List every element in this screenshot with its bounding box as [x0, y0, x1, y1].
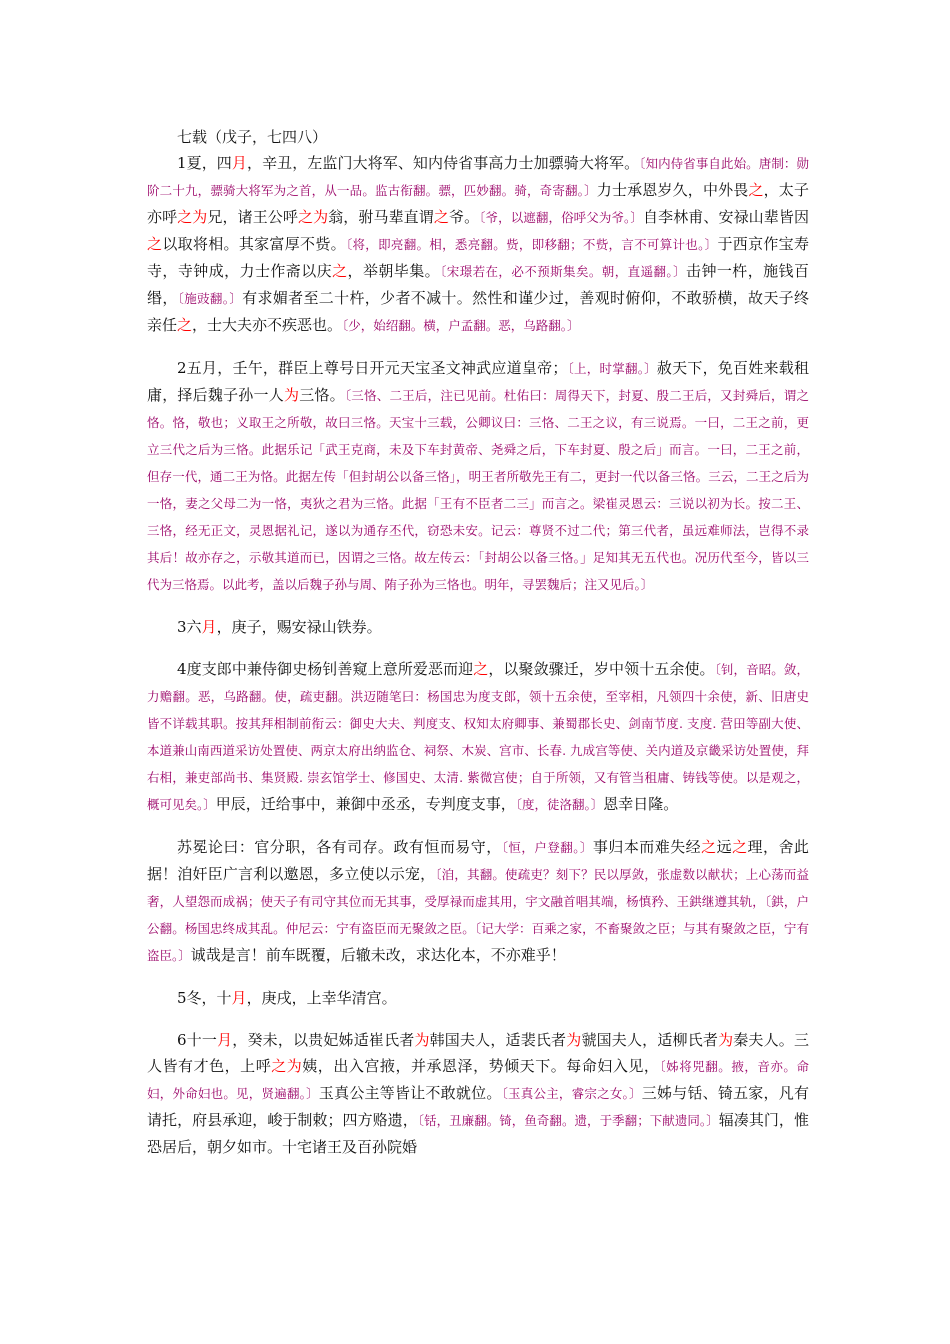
- annotation-note: 〔三恪、二王后，注已见前。杜佑曰：周得天下，封夏、殷二王后，又封舜后，谓之恪。恪，敬也；义取王之所敬，故曰三恪。天宝十三载，公卿议曰：三恪、二王之议，有三说焉。一曰，二王之前，更立三代之后为三恪。此据乐记「武王克商，未及下车封黄帝、尧舜之后，下车封夏、殷之后」而言。一曰，二王之前，但存一代，通二王为恪。此据左传「但封胡公以备三恪」，明王者所敬先王有二，更封一代以备三恪。三云，二王之后为一恪，妻之父母二为一恪，夷狄之君为三恪。此据「王有不臣者二三」而言之。梁崔灵恩云：三说以初为长。按二王、三恪，经无正文，灵恩据礼记，遂以为通存丕代，窃恐未安。记云：尊贤不过二代；第三代者，虽远难师法，岂得不录其后！故亦存之，示敬其道而已，因谓之三恪。故左传云：「封胡公以备三恪。」足知其无五代也。况历代至今，皆以三代为三恪焉。以此考，盖以后魏子孙与周、陏子孙为三恪也。明年，寻罢魏后；注又见后。〕: [147, 388, 809, 592]
- text-run: 赦天下，免百姓来载租庸，择后魏子孙一人: [147, 359, 809, 404]
- highlighted-char: 为: [718, 1031, 734, 1049]
- text-run: ，庚戌，上幸华清宫。: [246, 989, 397, 1007]
- text-run: 4度支郎中兼侍御史杨钊善窥上意所爱恶而迎: [177, 660, 474, 678]
- annotation-note: 〔将，即亮翻。相，悉亮翻。赀，即移翻；不赀，言不可算计也。〕: [345, 237, 718, 252]
- text-run: ，太子亦呼: [147, 181, 809, 226]
- text-run: ，辛丑，左监门大将军、知内侍省事高力士加骠骑大将军。: [246, 154, 640, 172]
- annotation-note: 〔宋璟若在，必不预斯集矣。朝，直遥翻。〕: [440, 264, 687, 279]
- highlighted-char: 之: [433, 208, 449, 226]
- annotation-note: 〔洎，其翻。使疏吏？刻下？民以厚敛，张虚数以献状；上心荡而益奢，人望怨而成祸；使天子有司守其位而无其事，受厚禄而虚其用，宇文融首唱其端，杨慎矜、王鉷继遵其轨，: [147, 867, 809, 909]
- text-run: 理，舍此据！洎奸臣广言利以邀恩，多立使以示宠，: [147, 838, 809, 883]
- highlighted-char: 月: [231, 154, 247, 172]
- highlighted-char: 月: [231, 989, 247, 1007]
- annotation-note: 〔知内侍省事自此始。唐制：勋阶二十九，骠骑大将军为之首，从一品。监古衔翻。骠，匹妙翻。骑，奇寄翻。〕: [147, 156, 809, 198]
- text-run: 兄，诸王公呼: [207, 208, 298, 226]
- annotation-note: 〔施豉翻。〕: [177, 291, 243, 306]
- section-heading: 七载（戊子，七四八）: [177, 128, 328, 146]
- annotation-note: 〔玉真公主，睿宗之女。〕: [501, 1086, 642, 1101]
- highlighted-char: 之为: [297, 208, 329, 226]
- annotation-note: 〔少，始绍翻。横，户孟翻。恶，乌路翻。〕: [342, 318, 580, 333]
- text-run: 力士承恩岁久，中外畏: [596, 181, 749, 199]
- highlighted-char: 之: [701, 838, 717, 856]
- highlighted-char: 之: [177, 316, 193, 334]
- highlighted-char: 之为: [177, 208, 208, 226]
- annotation-note: 〔姊将兕翻。掖，音亦。命妇，外命妇也。见，贤遍翻。〕: [147, 1059, 809, 1101]
- text-run: 有求媚者至二十杵，少者不减十。然性和谨少过，善观时俯仰，不敢骄横，故天子终亲任: [147, 289, 809, 334]
- annotation-note: 〔钊，音昭。敛，力赡翻。恶，乌路翻。使，疏吏翻。洪迈随笔曰：杨国忠为度支郎，领十五余使，至宰相，凡领四十余使，新、旧唐史皆不详载其职。按其拜相制前衔云：御史大夫、判度支、权知太府卿事、兼蜀郡长史、剑南节度. 支度. 营田等副大使、本道兼山南西道采访处置使、两京太府出纳监仓、祠祭、木炭、宫市、长春. 九成宫等使、关内道及京畿采访处置使，拜右相，兼吏部尚书、集贤殿. 崇玄馆学士、修国史、太清. 紫微宫使；自于所领，又有管当租庸、铸钱等使。以是观之，概可见矣。〕: [147, 662, 809, 812]
- text-run: 甲辰，迁给事中，兼御中丞丞，专判度支事，: [215, 795, 516, 813]
- text-run: 事归本而难失经: [592, 838, 702, 856]
- text-run: 于西京作宝寿寺，寺钟成，力士作斋以庆: [147, 235, 809, 280]
- text-run: 3六: [177, 618, 202, 636]
- text-run: ，以聚敛骤迁，岁中领十五余使。: [488, 660, 715, 678]
- highlighted-char: 之: [332, 262, 348, 280]
- text-run: 恩幸日隆。: [603, 795, 679, 813]
- paragraph: [147, 656, 809, 818]
- paragraph: [147, 985, 809, 1011]
- paragraph: [147, 150, 809, 339]
- text-run: 1夏，四: [177, 154, 232, 172]
- text-run: ，庚子，赐安禄山铁券。: [216, 618, 382, 636]
- paragraph: [147, 834, 809, 969]
- highlighted-char: 之为: [271, 1057, 303, 1075]
- highlighted-char: 为: [566, 1031, 582, 1049]
- highlighted-char: 为: [414, 1031, 430, 1049]
- text-run: 2五月，壬午，群臣上尊号日开元天宝圣文神武应道皇帝；: [177, 359, 568, 377]
- text-run: 翁，驸马辈直谓: [328, 208, 434, 226]
- highlighted-char: 之: [147, 235, 163, 253]
- text-run: 辐凑其门，惟恐居后，朝夕如市。十宅诸王及百孙院婚: [147, 1111, 809, 1156]
- annotation-note: 〔爷，以遮翻，俗呼父为爷。〕: [479, 210, 643, 225]
- annotation-note: 〔恒，户登翻。〕: [501, 840, 593, 855]
- paragraph: [147, 355, 809, 598]
- text-run: ，士大夫亦不疾恶也。: [192, 316, 343, 334]
- highlighted-char: 为: [283, 386, 300, 404]
- annotation-note: 〔上，时掌翻。〕: [567, 361, 657, 376]
- paragraph: [147, 614, 809, 640]
- highlighted-char: 月: [217, 1031, 233, 1049]
- text-run: 自李林甫、安禄山辈皆因: [643, 208, 809, 226]
- text-run: 秦夫人。三人皆有才色，上呼: [147, 1031, 809, 1075]
- paragraph-list: [147, 150, 809, 1160]
- text-run: 韩国夫人，适裴氏者: [429, 1031, 567, 1049]
- annotation-note: 〔度，徒洛翻。〕: [515, 797, 604, 812]
- paragraph: [147, 1027, 809, 1160]
- highlighted-char: 之: [473, 660, 489, 678]
- annotation-note: 〔鉷，户公翻。杨国忠终成其乱。仲尼云：宁有盗臣而无聚敛之臣。〔记大学：百乘之家，不畜聚敛之臣；与其有聚敛之臣，宁有盗臣。〕: [147, 894, 809, 963]
- text-run: 三恪。: [299, 386, 345, 404]
- text-run: 以取将相。其家富厚不赀。: [162, 235, 346, 253]
- text-run: 诚哉是言！前车既覆，后辙未改，求达化本，不亦难乎！: [190, 946, 566, 964]
- text-run: 6十一: [177, 1031, 218, 1049]
- text-run: 爷。: [448, 208, 480, 226]
- text-run: 击钟一杵，施钱百缗，: [147, 262, 809, 307]
- text-run: 姨，出入宫掖，并承恩泽，势倾天下。每命妇入见，: [302, 1057, 660, 1075]
- text-run: ，癸未，以贵妃姊适崔氏者: [232, 1031, 415, 1049]
- highlighted-char: 之: [748, 181, 764, 199]
- text-run: 5冬，十: [177, 989, 232, 1007]
- text-run: 玉真公主等皆让不敢就位。: [318, 1084, 502, 1102]
- highlighted-char: 之: [732, 838, 748, 856]
- highlighted-char: 月: [201, 618, 217, 636]
- text-run: 虢国夫人，适柳氏者: [581, 1031, 719, 1049]
- text-run: 苏冕论曰：官分职，各有司存。政有恒而易守，: [177, 838, 502, 856]
- text-run: 三姊与铦、锜五家，凡有请托，府县承迎，峻于制敕；四方赂遗，: [147, 1084, 809, 1129]
- text-run: ，举朝毕集。: [347, 262, 441, 280]
- document-body: [147, 124, 809, 1176]
- text-run: 远: [716, 838, 733, 856]
- annotation-note: 〔铦，丑廉翻。锜，鱼奇翻。遗，于季翻；下献遗同。〕: [417, 1113, 719, 1128]
